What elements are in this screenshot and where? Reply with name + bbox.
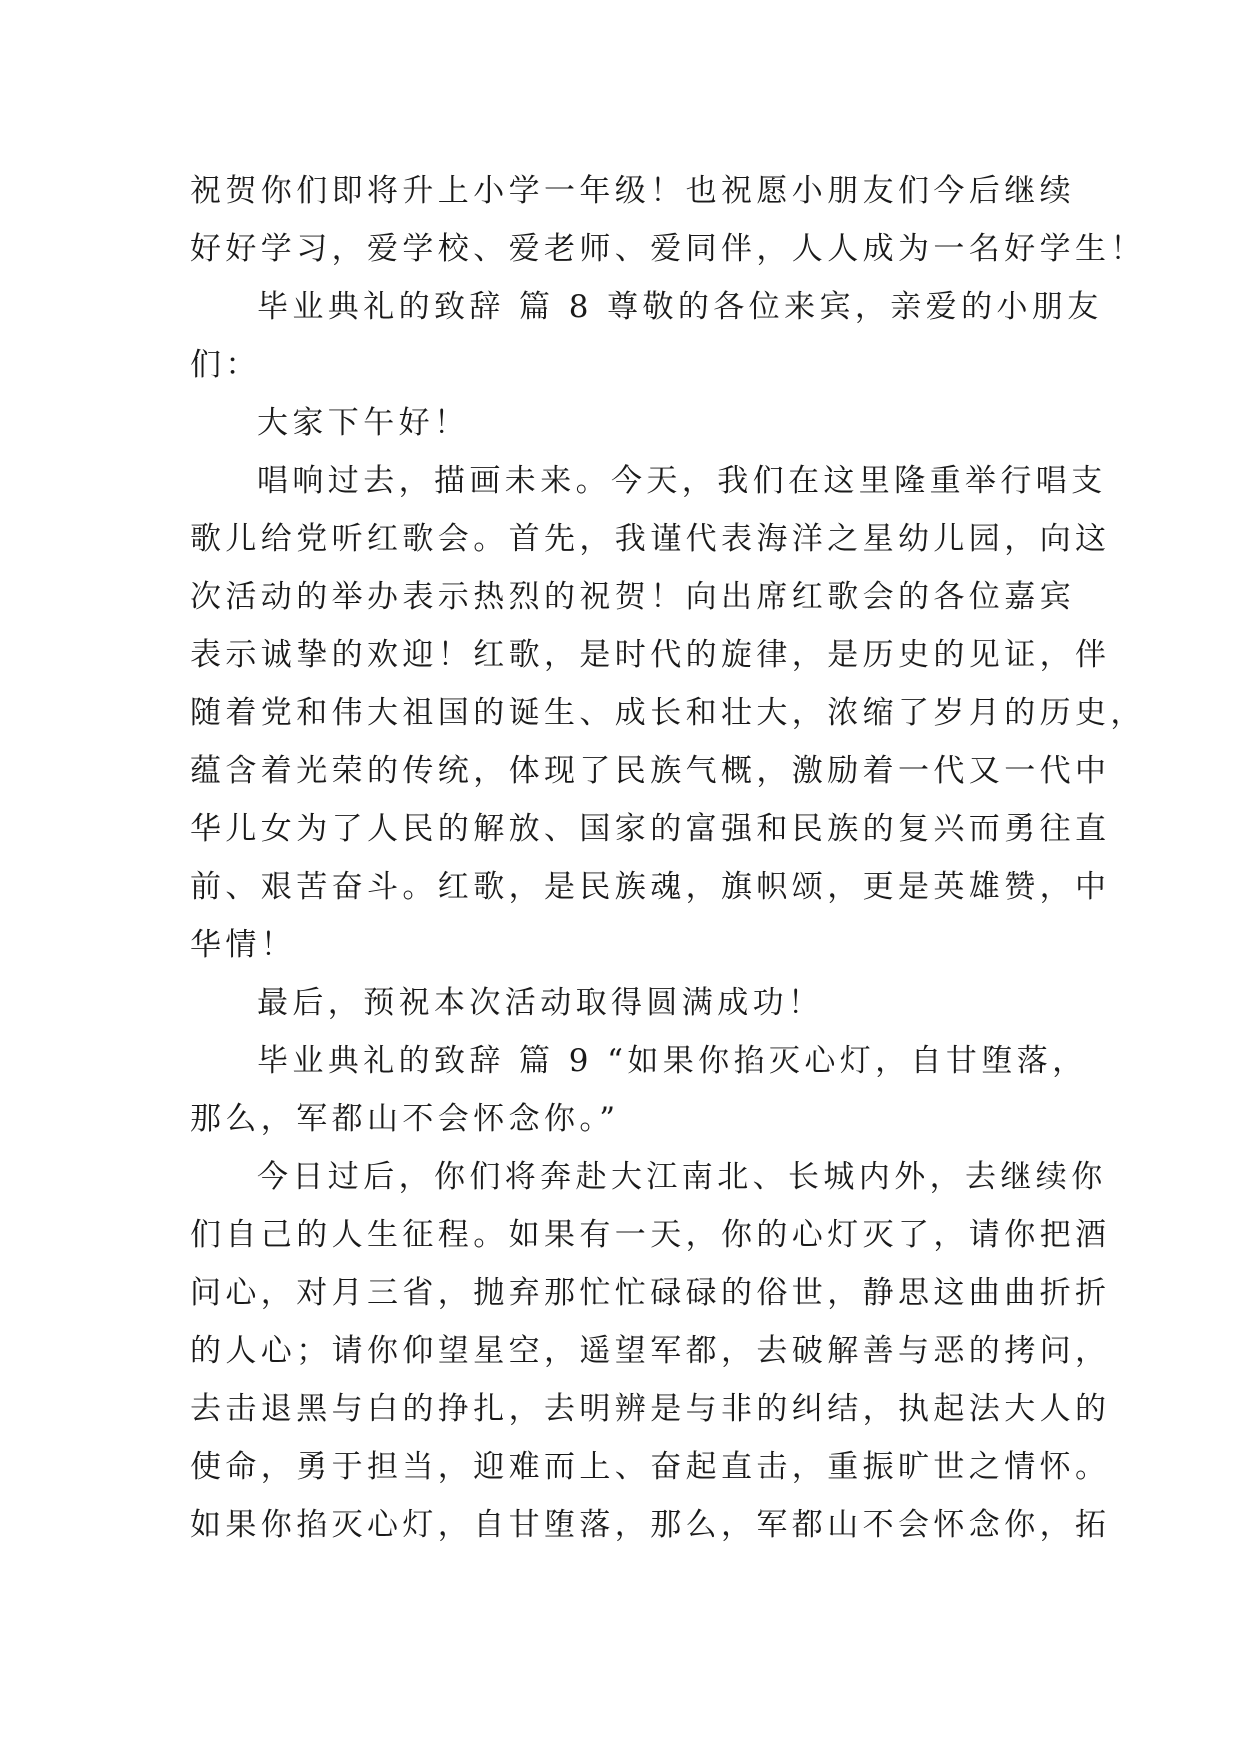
document-body xyxy=(190,162,1146,1554)
text-line: 华情！ xyxy=(190,927,297,963)
text-line: 次活动的举办表示热烈的祝贺！向出席红歌会的各位嘉宾 xyxy=(190,579,1075,615)
paragraph-start: 唱响过去，描画未来。今天，我们在这里隆重举行唱支 xyxy=(257,463,1107,499)
text-line: 们： xyxy=(190,347,261,383)
section-heading-9: 毕业典礼的致辞 篇 9 “如果你掐灭心灯，自甘堕落， xyxy=(257,1043,1088,1079)
section-heading-8: 毕业典礼的致辞 篇 8 尊敬的各位来宾，亲爱的小朋友 xyxy=(257,289,1103,325)
text-line: 如果你掐灭心灯，自甘堕落，那么，军都山不会怀念你，拓 xyxy=(190,1507,1111,1543)
paragraph-start: 今日过后，你们将奔赴大江南北、长城内外，去继续你 xyxy=(257,1159,1107,1195)
text-line: 问心，对月三省，抛弃那忙忙碌碌的俗世，静思这曲曲折折 xyxy=(190,1275,1111,1311)
text-line: 歌儿给党听红歌会。首先，我谨代表海洋之星幼儿园，向这 xyxy=(190,521,1111,557)
text-line: 那么，军都山不会怀念你。” xyxy=(190,1101,620,1137)
closing-line: 最后，预祝本次活动取得圆满成功！ xyxy=(257,985,824,1021)
greeting-line: 大家下午好！ xyxy=(257,405,470,441)
text-line: 蕴含着光荣的传统，体现了民族气概，激励着一代又一代中 xyxy=(190,753,1111,789)
text-line: 华儿女为了人民的解放、国家的富强和民族的复兴而勇往直 xyxy=(190,811,1111,847)
text-line: 去击退黑与白的挣扎，去明辨是与非的纠结，执起法大人的 xyxy=(190,1391,1111,1427)
text-line: 好好学习，爱学校、爱老师、爱同伴，人人成为一名好学生！ xyxy=(190,231,1146,267)
text-line: 祝贺你们即将升上小学一年级！也祝愿小朋友们今后继续 xyxy=(190,173,1075,209)
text-line: 们自己的人生征程。如果有一天，你的心灯灭了，请你把酒 xyxy=(190,1217,1111,1253)
text-line: 的人心；请你仰望星空，遥望军都，去破解善与恶的拷问， xyxy=(190,1333,1111,1369)
text-line: 随着党和伟大祖国的诞生、成长和壮大，浓缩了岁月的历史， xyxy=(190,695,1146,731)
text-line: 使命，勇于担当，迎难而上、奋起直击，重振旷世之情怀。 xyxy=(190,1449,1111,1485)
text-line: 前、艰苦奋斗。红歌，是民族魂，旗帜颂，更是英雄赞，中 xyxy=(190,869,1111,905)
text-line: 表示诚挚的欢迎！红歌，是时代的旋律，是历史的见证，伴 xyxy=(190,637,1111,673)
